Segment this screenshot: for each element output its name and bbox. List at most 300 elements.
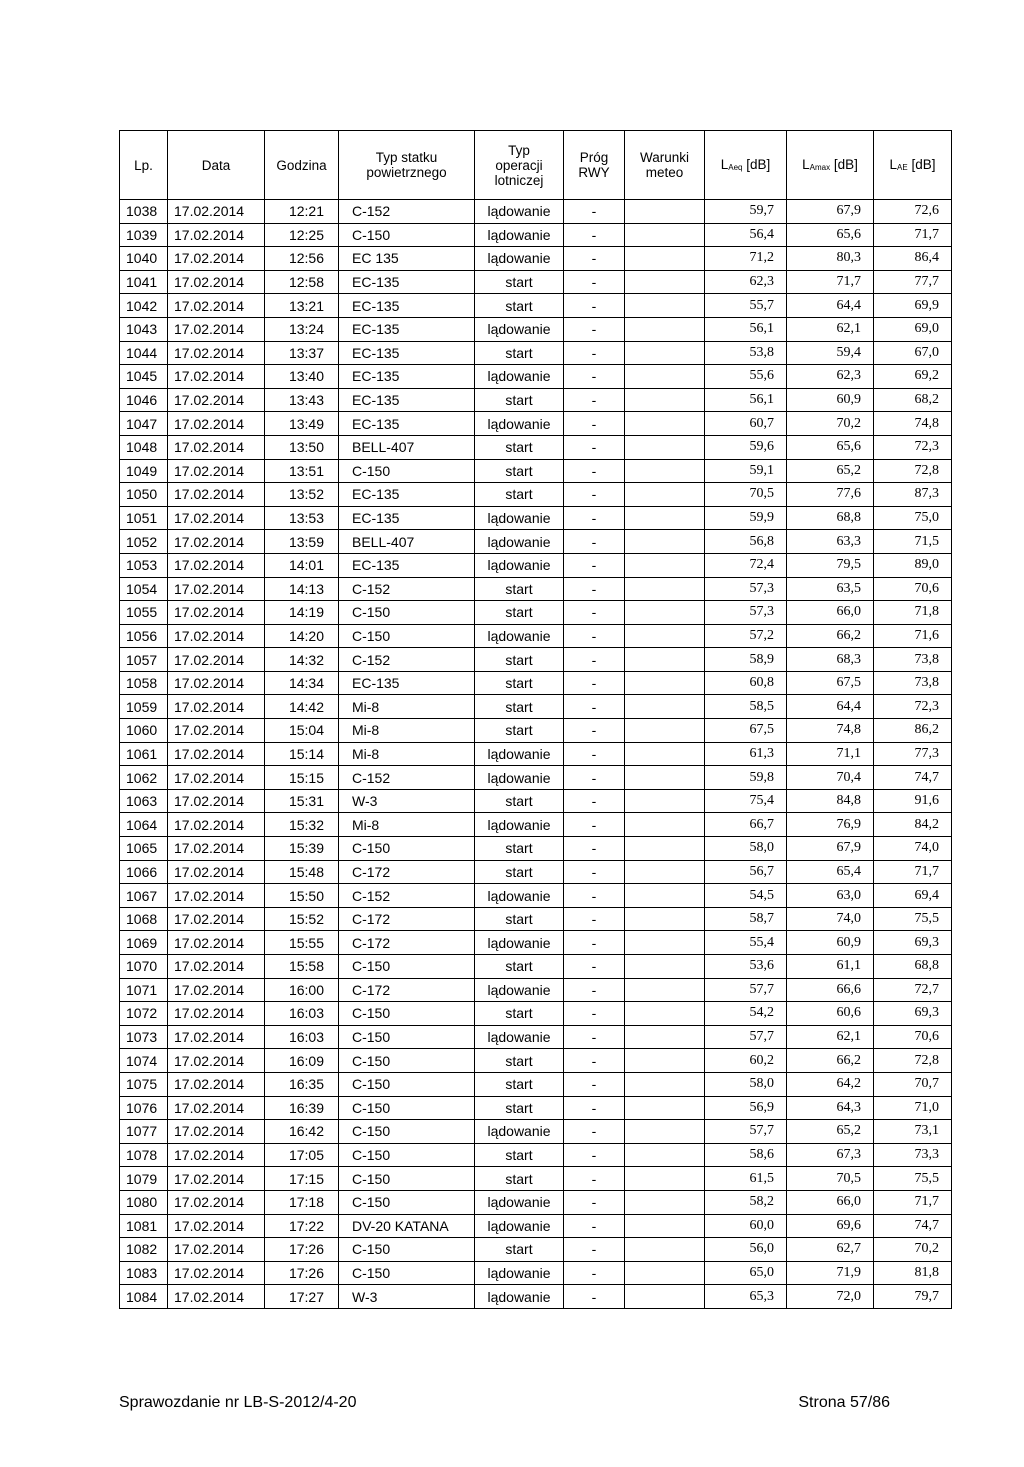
cell-laeq: 60,7 — [705, 412, 787, 436]
cell-weather — [625, 483, 705, 507]
cell-lp: 1057 — [120, 648, 168, 672]
cell-aircraft: C-150 — [339, 223, 475, 247]
table-row — [120, 1261, 952, 1285]
cell-lamax: 74,0 — [787, 907, 874, 931]
cell-runway: - — [564, 1143, 625, 1167]
cell-operation: lądowanie — [475, 1025, 564, 1049]
cell-lae: 89,0 — [874, 553, 952, 577]
cell-lae: 74,0 — [874, 837, 952, 861]
cell-laeq: 57,7 — [705, 978, 787, 1002]
cell-lp: 1075 — [120, 1072, 168, 1096]
cell-operation: start — [475, 789, 564, 813]
cell-runway: - — [564, 671, 625, 695]
cell-aircraft: BELL-407 — [339, 435, 475, 459]
cell-runway: - — [564, 506, 625, 530]
table-row — [120, 1238, 952, 1262]
cell-time: 16:39 — [265, 1096, 339, 1120]
cell-runway: - — [564, 884, 625, 908]
cell-date: 17.02.2014 — [168, 931, 265, 955]
cell-runway: - — [564, 860, 625, 884]
cell-operation: start — [475, 1072, 564, 1096]
cell-laeq: 58,7 — [705, 907, 787, 931]
table-row — [120, 388, 952, 412]
cell-laeq: 65,0 — [705, 1261, 787, 1285]
cell-weather — [625, 695, 705, 719]
cell-weather — [625, 553, 705, 577]
cell-runway: - — [564, 1238, 625, 1262]
cell-lp: 1050 — [120, 483, 168, 507]
cell-weather — [625, 1143, 705, 1167]
cell-lp: 1081 — [120, 1214, 168, 1238]
cell-time: 15:31 — [265, 789, 339, 813]
cell-operation: start — [475, 648, 564, 672]
noise-measurement-table — [119, 130, 952, 1309]
cell-weather — [625, 1238, 705, 1262]
cell-aircraft: C-150 — [339, 1072, 475, 1096]
table-row — [120, 1167, 952, 1191]
cell-aircraft: C-150 — [339, 1143, 475, 1167]
cell-operation: start — [475, 955, 564, 979]
cell-operation: start — [475, 1167, 564, 1191]
cell-time: 13:40 — [265, 365, 339, 389]
cell-runway: - — [564, 789, 625, 813]
cell-lamax: 70,5 — [787, 1167, 874, 1191]
cell-runway: - — [564, 601, 625, 625]
cell-lae: 69,9 — [874, 294, 952, 318]
cell-lae: 70,6 — [874, 1025, 952, 1049]
cell-lae: 70,2 — [874, 1238, 952, 1262]
cell-lp: 1042 — [120, 294, 168, 318]
cell-date: 17.02.2014 — [168, 247, 265, 271]
table-row — [120, 577, 952, 601]
cell-time: 17:26 — [265, 1261, 339, 1285]
cell-operation: lądowanie — [475, 200, 564, 224]
cell-operation: lądowanie — [475, 813, 564, 837]
cell-lp: 1058 — [120, 671, 168, 695]
table-row — [120, 506, 952, 530]
cell-date: 17.02.2014 — [168, 719, 265, 743]
cell-time: 14:32 — [265, 648, 339, 672]
cell-date: 17.02.2014 — [168, 1285, 265, 1309]
cell-lamax: 67,9 — [787, 837, 874, 861]
cell-lamax: 71,1 — [787, 742, 874, 766]
cell-runway: - — [564, 270, 625, 294]
cell-time: 13:59 — [265, 530, 339, 554]
cell-date: 17.02.2014 — [168, 483, 265, 507]
cell-lamax: 70,4 — [787, 766, 874, 790]
cell-weather — [625, 1049, 705, 1073]
cell-lamax: 72,0 — [787, 1285, 874, 1309]
cell-weather — [625, 837, 705, 861]
cell-date: 17.02.2014 — [168, 1002, 265, 1026]
cell-weather — [625, 1190, 705, 1214]
cell-time: 17:27 — [265, 1285, 339, 1309]
cell-lae: 87,3 — [874, 483, 952, 507]
cell-operation: lądowanie — [475, 247, 564, 271]
cell-lae: 71,8 — [874, 601, 952, 625]
cell-time: 16:03 — [265, 1002, 339, 1026]
cell-aircraft: C-150 — [339, 1096, 475, 1120]
cell-lp: 1040 — [120, 247, 168, 271]
cell-laeq: 72,4 — [705, 553, 787, 577]
cell-aircraft: EC-135 — [339, 412, 475, 436]
cell-time: 17:05 — [265, 1143, 339, 1167]
cell-aircraft: EC-135 — [339, 671, 475, 695]
cell-date: 17.02.2014 — [168, 1049, 265, 1073]
cell-aircraft: W-3 — [339, 1285, 475, 1309]
table-row — [120, 412, 952, 436]
cell-runway: - — [564, 978, 625, 1002]
cell-lae: 74,8 — [874, 412, 952, 436]
cell-runway: - — [564, 1096, 625, 1120]
cell-time: 14:34 — [265, 671, 339, 695]
cell-weather — [625, 955, 705, 979]
header-runway-threshold: Próg RWY — [564, 131, 625, 200]
cell-lamax: 67,5 — [787, 671, 874, 695]
cell-laeq: 62,3 — [705, 270, 787, 294]
cell-lp: 1070 — [120, 955, 168, 979]
cell-laeq: 59,9 — [705, 506, 787, 530]
cell-runway: - — [564, 294, 625, 318]
cell-lae: 68,8 — [874, 955, 952, 979]
cell-time: 15:04 — [265, 719, 339, 743]
cell-aircraft: C-152 — [339, 648, 475, 672]
cell-time: 13:52 — [265, 483, 339, 507]
cell-time: 12:56 — [265, 247, 339, 271]
cell-weather — [625, 1285, 705, 1309]
table-row — [120, 978, 952, 1002]
cell-lae: 72,3 — [874, 695, 952, 719]
cell-date: 17.02.2014 — [168, 577, 265, 601]
cell-weather — [625, 365, 705, 389]
cell-laeq: 66,7 — [705, 813, 787, 837]
cell-time: 15:14 — [265, 742, 339, 766]
header-lp: Lp. — [120, 131, 168, 200]
cell-aircraft: C-172 — [339, 860, 475, 884]
cell-lae: 86,4 — [874, 247, 952, 271]
cell-lp: 1052 — [120, 530, 168, 554]
page-number: Strona 57/86 — [798, 1394, 890, 1411]
cell-weather — [625, 200, 705, 224]
table-row — [120, 742, 952, 766]
cell-weather — [625, 601, 705, 625]
cell-time: 14:13 — [265, 577, 339, 601]
cell-lamax: 63,5 — [787, 577, 874, 601]
cell-date: 17.02.2014 — [168, 530, 265, 554]
cell-laeq: 54,2 — [705, 1002, 787, 1026]
table-row — [120, 200, 952, 224]
cell-lamax: 61,1 — [787, 955, 874, 979]
cell-weather — [625, 577, 705, 601]
cell-lae: 75,5 — [874, 1167, 952, 1191]
cell-operation: start — [475, 907, 564, 931]
cell-runway: - — [564, 719, 625, 743]
cell-lamax: 64,2 — [787, 1072, 874, 1096]
cell-date: 17.02.2014 — [168, 813, 265, 837]
cell-aircraft: EC-135 — [339, 388, 475, 412]
cell-lae: 73,3 — [874, 1143, 952, 1167]
cell-lp: 1059 — [120, 695, 168, 719]
cell-lp: 1079 — [120, 1167, 168, 1191]
table-row — [120, 1214, 952, 1238]
cell-lp: 1083 — [120, 1261, 168, 1285]
cell-time: 16:42 — [265, 1120, 339, 1144]
cell-date: 17.02.2014 — [168, 766, 265, 790]
cell-weather — [625, 1072, 705, 1096]
cell-weather — [625, 435, 705, 459]
cell-lamax: 62,1 — [787, 1025, 874, 1049]
cell-aircraft: C-150 — [339, 1120, 475, 1144]
cell-runway: - — [564, 459, 625, 483]
cell-lamax: 65,6 — [787, 435, 874, 459]
table-row — [120, 341, 952, 365]
cell-lp: 1072 — [120, 1002, 168, 1026]
table-row — [120, 931, 952, 955]
cell-aircraft: C-150 — [339, 1025, 475, 1049]
table-row — [120, 766, 952, 790]
cell-time: 15:55 — [265, 931, 339, 955]
table-row — [120, 648, 952, 672]
cell-operation: lądowanie — [475, 742, 564, 766]
cell-operation: lądowanie — [475, 412, 564, 436]
cell-lae: 77,7 — [874, 270, 952, 294]
cell-laeq: 75,4 — [705, 789, 787, 813]
cell-laeq: 59,7 — [705, 200, 787, 224]
cell-laeq: 56,9 — [705, 1096, 787, 1120]
cell-operation: start — [475, 1143, 564, 1167]
cell-aircraft: C-150 — [339, 955, 475, 979]
cell-runway: - — [564, 624, 625, 648]
cell-operation: start — [475, 341, 564, 365]
cell-laeq: 59,8 — [705, 766, 787, 790]
cell-lp: 1045 — [120, 365, 168, 389]
cell-runway: - — [564, 1002, 625, 1026]
cell-lamax: 62,7 — [787, 1238, 874, 1262]
cell-lp: 1051 — [120, 506, 168, 530]
cell-runway: - — [564, 577, 625, 601]
cell-lp: 1077 — [120, 1120, 168, 1144]
cell-laeq: 53,6 — [705, 955, 787, 979]
table-row — [120, 601, 952, 625]
table-row — [120, 223, 952, 247]
cell-time: 17:15 — [265, 1167, 339, 1191]
cell-laeq: 56,1 — [705, 317, 787, 341]
table-row — [120, 1025, 952, 1049]
cell-lp: 1076 — [120, 1096, 168, 1120]
header-aircraft-type: Typ statku powietrznego — [339, 131, 475, 200]
cell-weather — [625, 341, 705, 365]
cell-lp: 1066 — [120, 860, 168, 884]
cell-aircraft: EC-135 — [339, 483, 475, 507]
table-row — [120, 1190, 952, 1214]
cell-aircraft: C-152 — [339, 200, 475, 224]
cell-runway: - — [564, 317, 625, 341]
cell-lamax: 79,5 — [787, 553, 874, 577]
cell-weather — [625, 860, 705, 884]
cell-lp: 1041 — [120, 270, 168, 294]
header-lamax: $L_{Amax}$ [dB] — [787, 131, 874, 200]
cell-operation: lądowanie — [475, 553, 564, 577]
cell-lae: 69,4 — [874, 884, 952, 908]
cell-aircraft: C-152 — [339, 884, 475, 908]
table-row — [120, 270, 952, 294]
cell-runway: - — [564, 907, 625, 931]
cell-date: 17.02.2014 — [168, 412, 265, 436]
table-row — [120, 530, 952, 554]
cell-operation: lądowanie — [475, 931, 564, 955]
cell-date: 17.02.2014 — [168, 270, 265, 294]
cell-time: 13:50 — [265, 435, 339, 459]
cell-lamax: 65,2 — [787, 459, 874, 483]
cell-time: 16:00 — [265, 978, 339, 1002]
cell-runway: - — [564, 483, 625, 507]
cell-weather — [625, 671, 705, 695]
cell-time: 12:21 — [265, 200, 339, 224]
table-row — [120, 483, 952, 507]
cell-date: 17.02.2014 — [168, 671, 265, 695]
cell-runway: - — [564, 247, 625, 271]
cell-lp: 1065 — [120, 837, 168, 861]
cell-aircraft: W-3 — [339, 789, 475, 813]
cell-lp: 1060 — [120, 719, 168, 743]
cell-operation: lądowanie — [475, 978, 564, 1002]
cell-laeq: 53,8 — [705, 341, 787, 365]
cell-aircraft: C-150 — [339, 837, 475, 861]
cell-date: 17.02.2014 — [168, 907, 265, 931]
cell-operation: start — [475, 1238, 564, 1262]
cell-lae: 74,7 — [874, 1214, 952, 1238]
cell-weather — [625, 317, 705, 341]
cell-operation: lądowanie — [475, 506, 564, 530]
cell-lae: 73,1 — [874, 1120, 952, 1144]
table-row — [120, 1120, 952, 1144]
cell-lamax: 63,0 — [787, 884, 874, 908]
cell-time: 16:09 — [265, 1049, 339, 1073]
cell-runway: - — [564, 530, 625, 554]
cell-operation: start — [475, 671, 564, 695]
cell-laeq: 70,5 — [705, 483, 787, 507]
cell-lp: 1062 — [120, 766, 168, 790]
cell-lae: 72,7 — [874, 978, 952, 1002]
cell-laeq: 65,3 — [705, 1285, 787, 1309]
cell-lamax: 64,4 — [787, 695, 874, 719]
cell-time: 15:48 — [265, 860, 339, 884]
cell-lamax: 77,6 — [787, 483, 874, 507]
cell-lamax: 68,8 — [787, 506, 874, 530]
cell-weather — [625, 1167, 705, 1191]
cell-runway: - — [564, 1167, 625, 1191]
cell-time: 14:19 — [265, 601, 339, 625]
cell-lamax: 71,9 — [787, 1261, 874, 1285]
table-row — [120, 837, 952, 861]
cell-time: 16:03 — [265, 1025, 339, 1049]
cell-lamax: 74,8 — [787, 719, 874, 743]
cell-weather — [625, 931, 705, 955]
cell-lae: 69,2 — [874, 365, 952, 389]
cell-runway: - — [564, 365, 625, 389]
cell-aircraft: C-172 — [339, 978, 475, 1002]
cell-laeq: 55,6 — [705, 365, 787, 389]
cell-operation: start — [475, 860, 564, 884]
cell-weather — [625, 648, 705, 672]
cell-lp: 1069 — [120, 931, 168, 955]
cell-runway: - — [564, 813, 625, 837]
cell-runway: - — [564, 200, 625, 224]
cell-lamax: 65,6 — [787, 223, 874, 247]
cell-laeq: 57,7 — [705, 1025, 787, 1049]
cell-time: 15:52 — [265, 907, 339, 931]
cell-weather — [625, 1002, 705, 1026]
header-time: Godzina — [265, 131, 339, 200]
table-row — [120, 789, 952, 813]
cell-operation: lądowanie — [475, 1190, 564, 1214]
table-row — [120, 1143, 952, 1167]
cell-date: 17.02.2014 — [168, 317, 265, 341]
cell-lamax: 64,4 — [787, 294, 874, 318]
cell-operation: lądowanie — [475, 1285, 564, 1309]
cell-laeq: 58,0 — [705, 1072, 787, 1096]
cell-laeq: 56,8 — [705, 530, 787, 554]
cell-operation: start — [475, 459, 564, 483]
cell-operation: start — [475, 837, 564, 861]
cell-lamax: 68,3 — [787, 648, 874, 672]
header-weather: Warunki meteo — [625, 131, 705, 200]
cell-lae: 72,6 — [874, 200, 952, 224]
cell-lp: 1054 — [120, 577, 168, 601]
cell-operation: start — [475, 294, 564, 318]
cell-lamax: 63,3 — [787, 530, 874, 554]
cell-operation: lądowanie — [475, 530, 564, 554]
cell-time: 17:22 — [265, 1214, 339, 1238]
cell-lp: 1064 — [120, 813, 168, 837]
cell-lp: 1039 — [120, 223, 168, 247]
cell-runway: - — [564, 412, 625, 436]
cell-lae: 81,8 — [874, 1261, 952, 1285]
cell-runway: - — [564, 1025, 625, 1049]
cell-lamax: 65,4 — [787, 860, 874, 884]
table-row — [120, 1072, 952, 1096]
cell-lamax: 66,6 — [787, 978, 874, 1002]
cell-date: 17.02.2014 — [168, 1143, 265, 1167]
cell-time: 15:32 — [265, 813, 339, 837]
cell-date: 17.02.2014 — [168, 624, 265, 648]
header-lae: $L_{AE}$ [dB] — [874, 131, 952, 200]
cell-time: 17:26 — [265, 1238, 339, 1262]
cell-weather — [625, 813, 705, 837]
cell-runway: - — [564, 1072, 625, 1096]
cell-aircraft: C-172 — [339, 931, 475, 955]
cell-lae: 77,3 — [874, 742, 952, 766]
cell-lae: 70,6 — [874, 577, 952, 601]
cell-time: 17:18 — [265, 1190, 339, 1214]
cell-date: 17.02.2014 — [168, 365, 265, 389]
cell-runway: - — [564, 648, 625, 672]
cell-lp: 1074 — [120, 1049, 168, 1073]
cell-aircraft: Mi-8 — [339, 719, 475, 743]
cell-aircraft: BELL-407 — [339, 530, 475, 554]
cell-operation: lądowanie — [475, 317, 564, 341]
cell-laeq: 57,7 — [705, 1120, 787, 1144]
cell-laeq: 57,3 — [705, 577, 787, 601]
cell-lp: 1068 — [120, 907, 168, 931]
cell-aircraft: EC-135 — [339, 341, 475, 365]
cell-time: 15:50 — [265, 884, 339, 908]
cell-lamax: 62,1 — [787, 317, 874, 341]
cell-weather — [625, 884, 705, 908]
cell-date: 17.02.2014 — [168, 200, 265, 224]
cell-weather — [625, 223, 705, 247]
cell-operation: lądowanie — [475, 766, 564, 790]
